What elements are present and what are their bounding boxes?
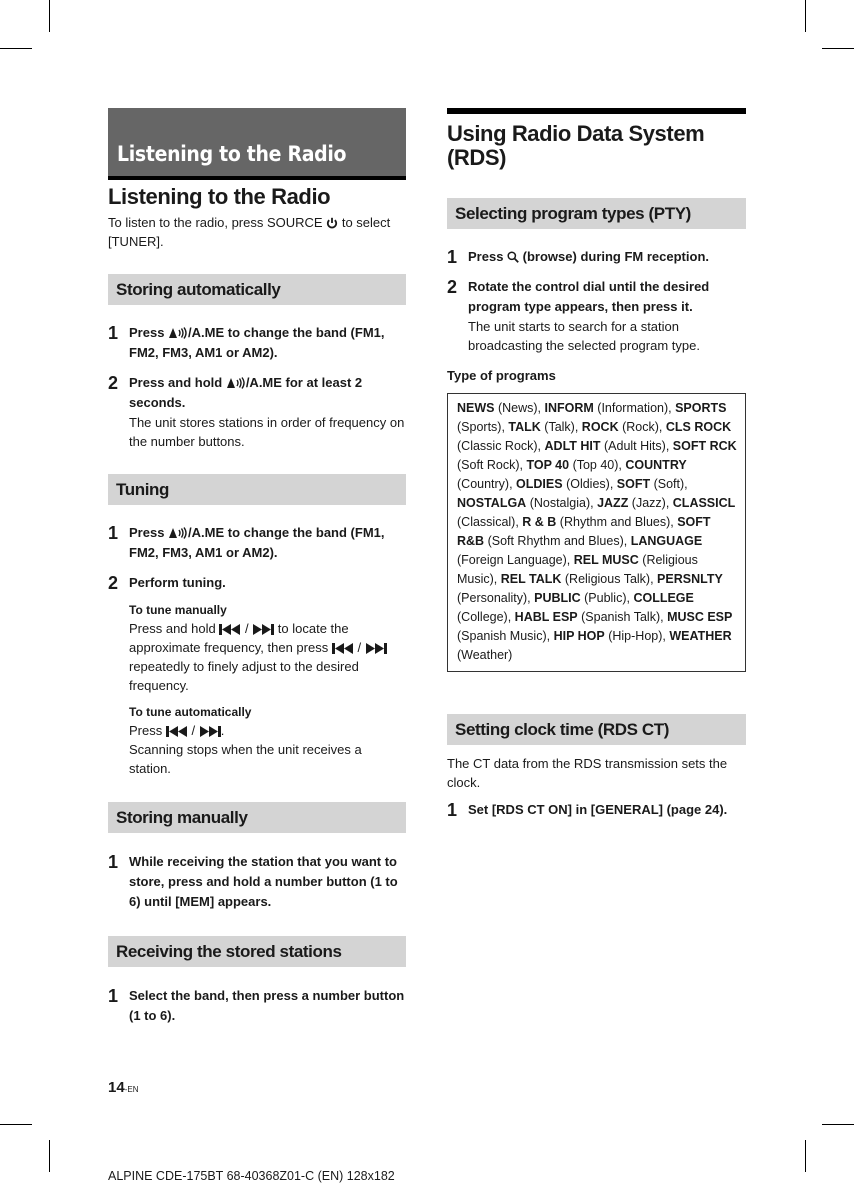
program-type-item: [515, 610, 667, 624]
step-title: Rotate the control dial until the desired program type appears, then press it.: [468, 279, 710, 315]
program-type-description: (Religious Talk),: [561, 572, 658, 587]
subheading-tune-manually: To tune manually: [129, 603, 227, 618]
program-type-description: (Spanish Music),: [457, 629, 554, 644]
program-type-item: [554, 629, 670, 643]
program-type-code: COLLEGE: [633, 591, 694, 606]
step-title: Press /A.ME to change the band (FM1, FM2, FM3, AM1 or AM2).: [129, 325, 385, 361]
step: [447, 800, 746, 820]
program-type-description: (Information),: [593, 401, 676, 416]
print-footer: ALPINE CDE-175BT 68-40368Z01-C (EN) 128x182: [108, 1169, 395, 1183]
step-title: Press (browse) during FM reception.: [468, 249, 709, 265]
search-icon: [507, 251, 519, 263]
program-type-item: [522, 515, 677, 529]
program-type-item: [534, 591, 633, 605]
program-type-code: SOFT RCK: [672, 439, 737, 454]
program-type-code: TOP 40: [526, 458, 570, 473]
program-type-description: (Jazz),: [628, 496, 673, 511]
program-type-code: LANGUAGE: [630, 534, 703, 549]
section-heading-pty: Selecting program types (PTY): [447, 198, 746, 229]
page-title: Listening to the Radio: [108, 184, 331, 209]
program-type-description: (Top 40),: [569, 458, 626, 473]
crop-mark: [822, 1124, 854, 1125]
power-icon: [326, 217, 338, 229]
program-type-description: (Hip-Hop),: [604, 629, 670, 644]
step: [447, 247, 746, 267]
program-type-description: (College),: [457, 610, 515, 625]
section-heading-storing-manually: Storing manually: [108, 802, 406, 833]
step-number: 1: [447, 247, 458, 268]
step-number: 2: [108, 573, 119, 594]
band-icon: [226, 377, 246, 389]
program-type-code: PUBLIC: [534, 591, 581, 606]
program-type-code: REL MUSC: [573, 553, 639, 568]
band-icon: [168, 327, 188, 339]
step-number: 2: [447, 277, 458, 298]
program-type-code: CLASSICL: [672, 496, 736, 511]
skip-forward-icon: [365, 643, 387, 654]
step-number: 1: [108, 986, 119, 1007]
program-type-item: [582, 420, 666, 434]
program-type-description: (Spanish Talk),: [577, 610, 668, 625]
program-type-code: ADLT HIT: [544, 439, 601, 454]
program-type-code: CLS ROCK: [665, 420, 732, 435]
program-type-code: REL TALK: [500, 572, 562, 587]
step-description: The unit stores stations in order of frequency on the number buttons.: [129, 415, 405, 450]
program-type-item: [457, 401, 545, 415]
step: [108, 573, 406, 778]
skip-forward-icon: [199, 726, 221, 737]
program-type-code: COUNTRY: [625, 458, 687, 473]
step-description: The unit starts to search for a station broadcasting the selected program type.: [468, 319, 700, 354]
program-type-description: (Talk),: [540, 420, 582, 435]
program-type-description: (Weather): [457, 648, 513, 663]
program-type-code: ROCK: [581, 420, 619, 435]
crop-mark: [49, 0, 50, 32]
left-column: [108, 108, 406, 1026]
program-type-code: R & B: [522, 515, 557, 530]
program-type-description: (Country),: [457, 477, 517, 492]
skip-back-icon: [332, 643, 354, 654]
program-type-item: [597, 496, 673, 510]
program-type-description: (Classic Rock),: [457, 439, 545, 454]
page-number: 14-EN: [108, 1079, 139, 1096]
section-heading-storing-automatically: Storing automatically: [108, 274, 406, 305]
step: [108, 523, 406, 563]
crop-mark: [49, 1140, 50, 1172]
program-type-item: [526, 458, 625, 472]
program-type-code: INFORM: [544, 401, 594, 416]
program-type-description: (News),: [494, 401, 545, 416]
program-type-item: [508, 420, 581, 434]
skip-back-icon: [166, 726, 188, 737]
step-title: Press and hold /A.ME for at least 2 seconds.: [129, 375, 363, 411]
program-type-code: NEWS: [457, 401, 495, 416]
clock-intro: The CT data from the RDS transmission sets the clock.: [447, 756, 728, 791]
program-types-box: [447, 393, 746, 672]
program-type-description: (Sports),: [457, 420, 509, 435]
step: [108, 986, 406, 1026]
band-icon: [168, 527, 188, 539]
program-type-item: [457, 496, 597, 510]
tune-manually-text: Press and hold / to locate the approximate frequency, then press / repeatedly to finely adjust to the desired frequency.: [129, 619, 406, 695]
step-title: Select the band, then press a number button (1 to 6).: [129, 988, 405, 1024]
crop-mark: [805, 1140, 806, 1172]
program-type-code: HABL ESP: [514, 610, 578, 625]
program-type-item: [545, 401, 676, 415]
step-number: 2: [108, 373, 119, 394]
section-heading-clock: Setting clock time (RDS CT): [447, 714, 746, 745]
program-type-code: OLDIES: [516, 477, 563, 492]
program-type-code: JAZZ: [597, 496, 629, 511]
section-rule: [447, 108, 746, 114]
section-heading-tuning: Tuning: [108, 474, 406, 505]
step: [108, 852, 406, 912]
program-type-description: (Public),: [580, 591, 634, 606]
program-type-item: [516, 477, 617, 491]
program-type-description: (Adult Hits),: [600, 439, 673, 454]
program-type-item: [501, 572, 657, 586]
right-column: [447, 108, 746, 820]
program-type-code: SPORTS: [675, 401, 727, 416]
program-type-description: (Religious Music),: [457, 553, 698, 587]
crop-mark: [805, 0, 806, 32]
program-type-item: [617, 477, 688, 491]
rds-title: Using Radio Data System (RDS): [447, 121, 705, 171]
step-title: Press /A.ME to change the band (FM1, FM2, FM3, AM1 or AM2).: [129, 525, 385, 561]
program-type-description: (Soft Rhythm and Blues),: [484, 534, 631, 549]
crop-mark: [822, 48, 854, 49]
tune-automatically-description: Scanning stops when the unit receives a station.: [129, 742, 362, 777]
step-title: Perform tuning.: [129, 575, 226, 591]
program-type-item: [545, 439, 673, 453]
intro-text: To listen to the radio, press SOURCE to select [TUNER].: [108, 215, 391, 250]
step-number: 1: [108, 323, 119, 344]
program-type-code: HIP HOP: [553, 629, 605, 644]
chapter-banner: Listening to the Radio: [108, 108, 406, 180]
skip-back-icon: [219, 624, 241, 635]
program-type-description: (Personality),: [457, 591, 535, 606]
tune-automatically-text: Press / .: [129, 723, 225, 739]
program-type-description: (Rock),: [618, 420, 666, 435]
program-type-code: WEATHER: [669, 629, 732, 644]
section-heading-receiving-stored: Receiving the stored stations: [108, 936, 406, 967]
program-type-code: SOFT R&B: [457, 515, 711, 549]
program-type-description: (Oldies),: [562, 477, 617, 492]
program-type-description: (Soft Rock),: [457, 458, 527, 473]
step-number: 1: [447, 800, 458, 821]
crop-mark: [0, 48, 32, 49]
program-type-description: (Soft),: [650, 477, 688, 492]
program-type-code: SOFT: [616, 477, 651, 492]
step: [108, 323, 406, 363]
step-title: While receiving the station that you want to store, press and hold a number button (1 to 6) until [MEM] appears.: [129, 854, 398, 910]
program-type-description: (Classical),: [457, 515, 523, 530]
skip-forward-icon: [252, 624, 274, 635]
program-type-code: TALK: [508, 420, 541, 435]
program-type-description: (Foreign Language),: [457, 553, 574, 568]
subheading-tune-automatically: To tune automatically: [129, 705, 252, 720]
step-number: 1: [108, 523, 119, 544]
step: [108, 373, 406, 451]
program-type-code: NOSTALGA: [457, 496, 527, 511]
program-type-code: PERSNLTY: [657, 572, 723, 587]
program-type-description: (Rhythm and Blues),: [556, 515, 678, 530]
program-type-code: MUSC ESP: [667, 610, 733, 625]
program-type-description: (Nostalgia),: [526, 496, 598, 511]
step-number: 1: [108, 852, 119, 873]
step-title: Set [RDS CT ON] in [GENERAL] (page 24).: [468, 802, 728, 818]
step: [447, 277, 746, 355]
crop-mark: [0, 1124, 32, 1125]
program-types-label: Type of programs: [447, 368, 556, 384]
